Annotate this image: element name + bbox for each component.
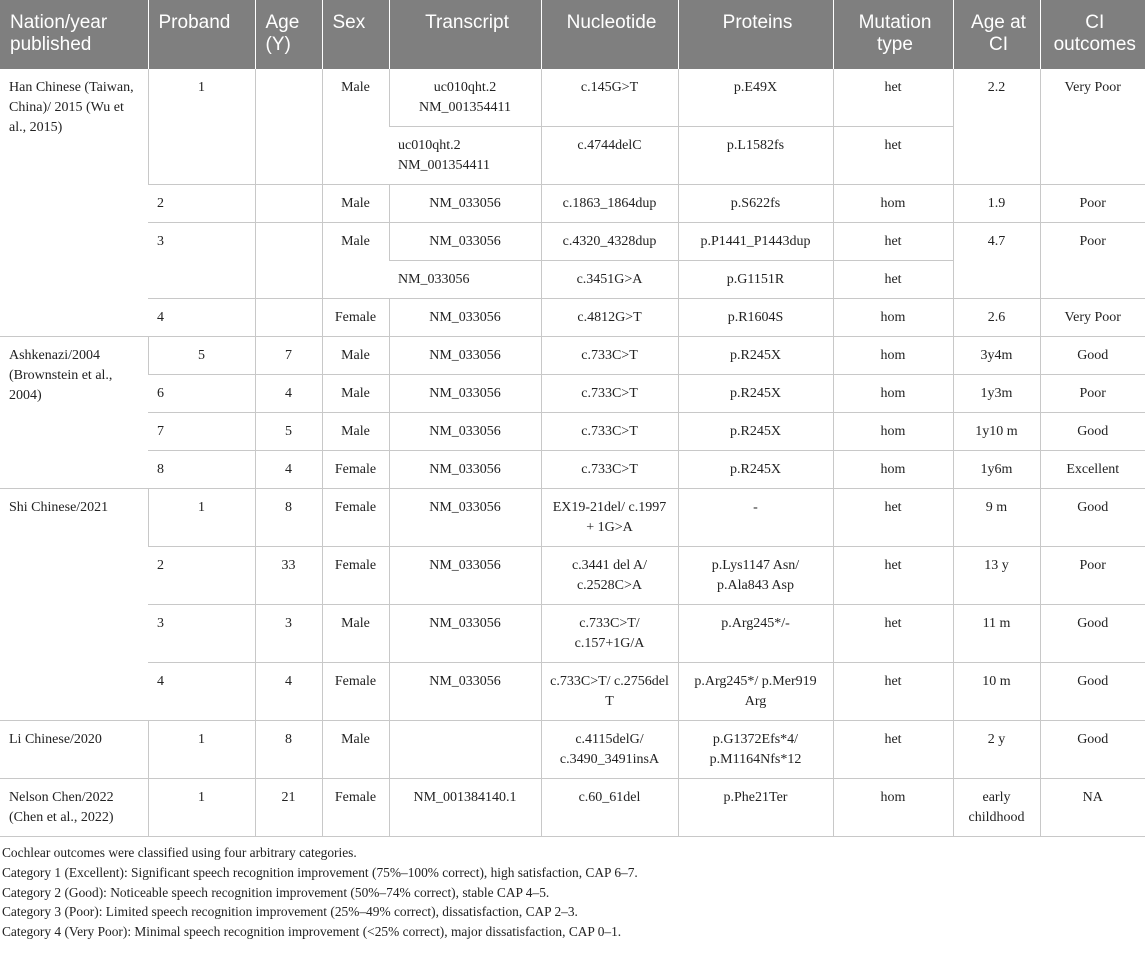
nucleotide-cell: c.733C>T bbox=[541, 413, 678, 451]
transcript-cell: NM_033056 bbox=[389, 185, 541, 223]
group-cell: Li Chinese/2020 bbox=[0, 721, 148, 779]
header-age: Age (Y) bbox=[255, 0, 322, 69]
table-row bbox=[0, 451, 1145, 489]
mutation-cell: hom bbox=[833, 337, 953, 375]
transcript-cell: NM_001384140.1 bbox=[389, 779, 541, 837]
age-at-ci-cell: 1y6m bbox=[953, 451, 1040, 489]
transcript-cell: NM_033056 bbox=[389, 663, 541, 721]
nucleotide-cell: c.733C>T/ c.157+1G/A bbox=[541, 605, 678, 663]
group-cell: Shi Chinese/2021 bbox=[0, 489, 148, 721]
transcript-cell: NM_033056 bbox=[389, 547, 541, 605]
protein-cell: p.R245X bbox=[678, 337, 833, 375]
mutation-cell: het bbox=[833, 663, 953, 721]
mutation-cell: hom bbox=[833, 375, 953, 413]
table-footnotes bbox=[0, 837, 1145, 942]
age-at-ci-cell: 13 y bbox=[953, 547, 1040, 605]
age-at-ci-cell: 1y3m bbox=[953, 375, 1040, 413]
age-cell: 8 bbox=[255, 721, 322, 779]
mutation-cell: het bbox=[833, 223, 953, 261]
mutation-cell: het bbox=[833, 721, 953, 779]
nucleotide-cell: c.733C>T/ c.2756del T bbox=[541, 663, 678, 721]
table-header bbox=[0, 0, 1145, 69]
age-at-ci-cell: 2.2 bbox=[953, 69, 1040, 185]
header-sex: Sex bbox=[322, 0, 389, 69]
nucleotide-cell: c.733C>T bbox=[541, 375, 678, 413]
sex-cell: Male bbox=[322, 413, 389, 451]
age-at-ci-cell: 9 m bbox=[953, 489, 1040, 547]
age-cell: 4 bbox=[255, 663, 322, 721]
mutation-cell: hom bbox=[833, 413, 953, 451]
age-at-ci-cell: 3y4m bbox=[953, 337, 1040, 375]
table-row bbox=[0, 605, 1145, 663]
transcript-cell: NM_033056 bbox=[389, 489, 541, 547]
age-cell bbox=[255, 69, 322, 185]
nucleotide-cell: c.60_61del bbox=[541, 779, 678, 837]
protein-cell: p.P1441_P1443dup bbox=[678, 223, 833, 261]
group-cell: Han Chinese (Taiwan, China)/ 2015 (Wu et al., 2015) bbox=[0, 69, 148, 337]
sex-cell: Female bbox=[322, 489, 389, 547]
sex-cell: Male bbox=[322, 721, 389, 779]
transcript-cell: uc010qht.2 NM_001354411 bbox=[389, 69, 541, 127]
age-cell: 4 bbox=[255, 375, 322, 413]
age-cell: 5 bbox=[255, 413, 322, 451]
proband-cell: 8 bbox=[148, 451, 255, 489]
outcome-cell: Poor bbox=[1040, 547, 1145, 605]
proband-cell: 2 bbox=[148, 547, 255, 605]
sex-cell: Male bbox=[322, 337, 389, 375]
age-cell: 3 bbox=[255, 605, 322, 663]
sex-cell: Male bbox=[322, 375, 389, 413]
nucleotide-cell: c.3441 del A/ c.2528C>A bbox=[541, 547, 678, 605]
sex-cell: Female bbox=[322, 663, 389, 721]
sex-cell: Male bbox=[322, 223, 389, 299]
proband-cell: 2 bbox=[148, 185, 255, 223]
footnote: Cochlear outcomes were classified using four arbitrary categories. bbox=[2, 845, 357, 860]
protein-cell: p.L1582fs bbox=[678, 127, 833, 185]
sex-cell: Female bbox=[322, 451, 389, 489]
outcome-cell: Good bbox=[1040, 663, 1145, 721]
sex-cell: Female bbox=[322, 299, 389, 337]
proband-cell: 1 bbox=[148, 69, 255, 185]
age-cell bbox=[255, 299, 322, 337]
nucleotide-cell: c.1863_1864dup bbox=[541, 185, 678, 223]
sex-cell: Male bbox=[322, 185, 389, 223]
transcript-cell: uc010qht.2 NM_001354411 bbox=[389, 127, 541, 185]
sex-cell: Female bbox=[322, 547, 389, 605]
mutation-cell: hom bbox=[833, 451, 953, 489]
header-ci-outcomes: CI outcomes bbox=[1040, 0, 1145, 69]
outcome-cell: Good bbox=[1040, 605, 1145, 663]
age-at-ci-cell: 11 m bbox=[953, 605, 1040, 663]
table-row bbox=[0, 69, 1145, 127]
protein-cell: p.R245X bbox=[678, 413, 833, 451]
age-cell: 4 bbox=[255, 451, 322, 489]
age-at-ci-cell: 2 y bbox=[953, 721, 1040, 779]
age-cell bbox=[255, 223, 322, 299]
nucleotide-cell: c.733C>T bbox=[541, 451, 678, 489]
outcome-cell: Good bbox=[1040, 489, 1145, 547]
nucleotide-cell: c.733C>T bbox=[541, 337, 678, 375]
transcript-cell: NM_033056 bbox=[389, 337, 541, 375]
transcript-cell: NM_033056 bbox=[389, 451, 541, 489]
outcome-cell: Very Poor bbox=[1040, 69, 1145, 185]
mutation-cell: hom bbox=[833, 185, 953, 223]
age-cell: 7 bbox=[255, 337, 322, 375]
protein-cell: p.Phe21Ter bbox=[678, 779, 833, 837]
proband-cell: 1 bbox=[148, 721, 255, 779]
age-cell bbox=[255, 185, 322, 223]
table-row bbox=[0, 185, 1145, 223]
sex-cell: Male bbox=[322, 69, 389, 185]
proband-cell: 3 bbox=[148, 605, 255, 663]
table-body bbox=[0, 69, 1145, 837]
mutation-cell: het bbox=[833, 605, 953, 663]
protein-cell: p.S622fs bbox=[678, 185, 833, 223]
mutation-cell: hom bbox=[833, 779, 953, 837]
age-cell: 21 bbox=[255, 779, 322, 837]
header-mutation-type: Mutation type bbox=[833, 0, 953, 69]
mutation-cell: het bbox=[833, 261, 953, 299]
sex-cell: Male bbox=[322, 605, 389, 663]
footnote: Category 2 (Good): Noticeable speech recognition improvement (50%–74% correct), stable CAP 4–5. bbox=[2, 884, 550, 900]
proband-cell: 1 bbox=[148, 779, 255, 837]
footnote: Category 3 (Poor): Limited speech recognition improvement (25%–49% correct), dissatisfaction, CAP 2–3. bbox=[2, 904, 578, 920]
age-at-ci-cell: 1.9 bbox=[953, 185, 1040, 223]
transcript-cell: NM_033056 bbox=[389, 261, 541, 299]
sex-cell: Female bbox=[322, 779, 389, 837]
proband-cell: 1 bbox=[148, 489, 255, 547]
protein-cell: p.E49X bbox=[678, 69, 833, 127]
table-row bbox=[0, 489, 1145, 547]
protein-cell: p.R1604S bbox=[678, 299, 833, 337]
mutation-cell: het bbox=[833, 489, 953, 547]
age-cell: 33 bbox=[255, 547, 322, 605]
transcript-cell: NM_033056 bbox=[389, 223, 541, 261]
footnote: Category 1 (Excellent): Significant speech recognition improvement (75%–100% correct), high satisfaction, CAP 6–7. bbox=[2, 864, 638, 880]
header-transcript: Transcript bbox=[389, 0, 541, 69]
header-nucleotide: Nucleotide bbox=[541, 0, 678, 69]
table-row bbox=[0, 375, 1145, 413]
header-proteins: Proteins bbox=[678, 0, 833, 69]
outcome-cell: Good bbox=[1040, 337, 1145, 375]
outcome-cell: NA bbox=[1040, 779, 1145, 837]
nucleotide-cell: c.145G>T bbox=[541, 69, 678, 127]
age-at-ci-cell: 1y10 m bbox=[953, 413, 1040, 451]
mutation-cell: het bbox=[833, 69, 953, 127]
transcript-cell bbox=[389, 721, 541, 779]
transcript-cell: NM_033056 bbox=[389, 605, 541, 663]
proband-cell: 5 bbox=[148, 337, 255, 375]
age-at-ci-cell: 4.7 bbox=[953, 223, 1040, 299]
nucleotide-cell: c.3451G>A bbox=[541, 261, 678, 299]
table-row bbox=[0, 721, 1145, 779]
age-at-ci-cell: 10 m bbox=[953, 663, 1040, 721]
outcome-cell: Poor bbox=[1040, 185, 1145, 223]
nucleotide-cell: c.4812G>T bbox=[541, 299, 678, 337]
nucleotide-cell: c.4744delC bbox=[541, 127, 678, 185]
proband-cell: 6 bbox=[148, 375, 255, 413]
nucleotide-cell: EX19-21del/ c.1997 + 1G>A bbox=[541, 489, 678, 547]
transcript-cell: NM_033056 bbox=[389, 299, 541, 337]
mutation-cell: hom bbox=[833, 299, 953, 337]
protein-cell: p.R245X bbox=[678, 375, 833, 413]
header-proband: Proband bbox=[148, 0, 255, 69]
table-row bbox=[0, 779, 1145, 837]
table-row bbox=[0, 337, 1145, 375]
outcome-cell: Good bbox=[1040, 413, 1145, 451]
group-cell: Ashkenazi/2004 (Brownstein et al., 2004) bbox=[0, 337, 148, 489]
protein-cell: p.Arg245*/- bbox=[678, 605, 833, 663]
protein-cell: p.G1372Efs*4/ p.M1164Nfs*12 bbox=[678, 721, 833, 779]
table-row bbox=[0, 663, 1145, 721]
table-row bbox=[0, 299, 1145, 337]
age-at-ci-cell: early childhood bbox=[953, 779, 1040, 837]
header-nation: Nation/year published bbox=[0, 0, 148, 69]
proband-cell: 4 bbox=[148, 299, 255, 337]
mutation-cell: het bbox=[833, 547, 953, 605]
footnote: Category 4 (Very Poor): Minimal speech recognition improvement (<25% correct), major dissatisfaction, CAP 0–1. bbox=[2, 924, 622, 940]
protein-cell: p.Arg245*/ p.Mer919 Arg bbox=[678, 663, 833, 721]
protein-cell: - bbox=[678, 489, 833, 547]
nucleotide-cell: c.4115delG/ c.3490_3491insA bbox=[541, 721, 678, 779]
nucleotide-cell: c.4320_4328dup bbox=[541, 223, 678, 261]
protein-cell: p.G1151R bbox=[678, 261, 833, 299]
outcome-cell: Good bbox=[1040, 721, 1145, 779]
outcome-cell: Poor bbox=[1040, 223, 1145, 299]
table-row bbox=[0, 413, 1145, 451]
proband-cell: 7 bbox=[148, 413, 255, 451]
age-at-ci-cell: 2.6 bbox=[953, 299, 1040, 337]
protein-cell: p.R245X bbox=[678, 451, 833, 489]
proband-cell: 3 bbox=[148, 223, 255, 299]
age-cell: 8 bbox=[255, 489, 322, 547]
table-row bbox=[0, 547, 1145, 605]
header-age-at-ci: Age at CI bbox=[953, 0, 1040, 69]
outcome-cell: Excellent bbox=[1040, 451, 1145, 489]
transcript-cell: NM_033056 bbox=[389, 375, 541, 413]
proband-cell: 4 bbox=[148, 663, 255, 721]
table-row bbox=[0, 223, 1145, 261]
group-cell: Nelson Chen/2022 (Chen et al., 2022) bbox=[0, 779, 148, 837]
outcome-cell: Poor bbox=[1040, 375, 1145, 413]
transcript-cell: NM_033056 bbox=[389, 413, 541, 451]
mutation-cell: het bbox=[833, 127, 953, 185]
outcome-cell: Very Poor bbox=[1040, 299, 1145, 337]
protein-cell: p.Lys1147 Asn/ p.Ala843 Asp bbox=[678, 547, 833, 605]
